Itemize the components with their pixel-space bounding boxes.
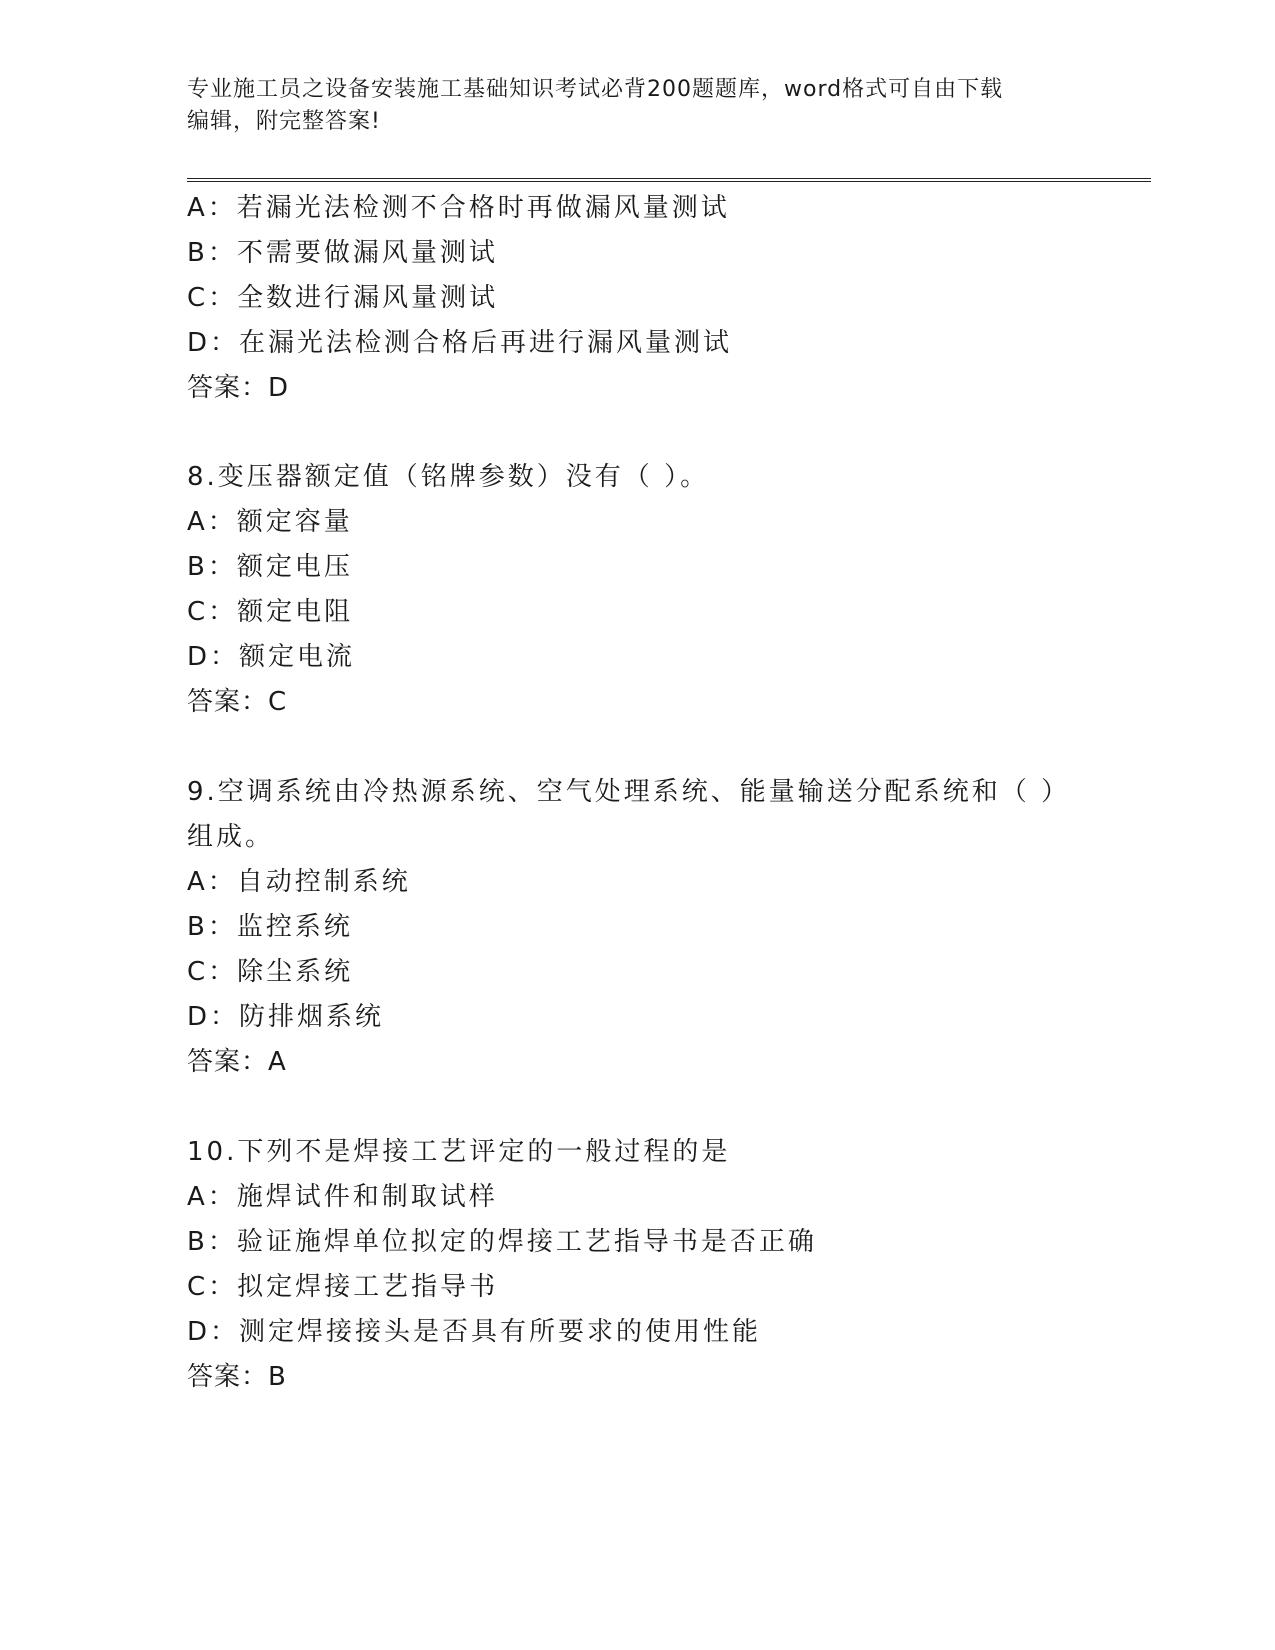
q7-answer: 答案：D [187, 373, 290, 403]
q10-option-a: A：施焊试件和制取试样 [187, 1182, 498, 1212]
q8-option-d: D：额定电流 [187, 642, 356, 672]
q10-option-b: B：验证施焊单位拟定的焊接工艺指导书是否正确 [187, 1227, 817, 1257]
q7-option-c: C：全数进行漏风量测试 [187, 283, 499, 313]
q9-answer: 答案：A [187, 1047, 287, 1077]
header-divider [187, 178, 1151, 182]
document-header [187, 74, 1087, 138]
q10-option-d: D：测定焊接接头是否具有所要求的使用性能 [187, 1317, 762, 1347]
q7-option-b: B：不需要做漏风量测试 [187, 238, 498, 268]
q8-option-a: A：额定容量 [187, 507, 353, 537]
header-line-2: 编辑，附完整答案! [187, 109, 381, 134]
q9-question-line-1: 9.空调系统由冷热源系统、空气处理系统、能量输送分配系统和（ ） [187, 777, 1071, 807]
q8-answer: 答案：C [187, 687, 288, 717]
q9-option-d: D：防排烟系统 [187, 1002, 385, 1032]
q9-option-c: C：除尘系统 [187, 957, 354, 987]
q7-option-d: D：在漏光法检测合格后再进行漏风量测试 [187, 328, 733, 358]
q9-option-b: B：监控系统 [187, 912, 353, 942]
q8-option-c: C：额定电阻 [187, 597, 354, 627]
q8-question: 8.变压器额定值（铭牌参数）没有（ ）。 [187, 462, 710, 492]
q8-option-b: B：额定电压 [187, 552, 353, 582]
q10-option-c: C：拟定焊接工艺指导书 [187, 1272, 499, 1302]
q10-question: 10.下列不是焊接工艺评定的一般过程的是 [187, 1137, 731, 1167]
q10-answer: 答案：B [187, 1362, 287, 1392]
q7-option-a: A：若漏光法检测不合格时再做漏风量测试 [187, 193, 730, 223]
q9-option-a: A：自动控制系统 [187, 867, 411, 897]
header-line-1: 专业施工员之设备安装施工基础知识考试必背200题题库，word格式可自由下载 [187, 77, 1004, 102]
q9-question-line-2: 组成。 [187, 822, 275, 852]
